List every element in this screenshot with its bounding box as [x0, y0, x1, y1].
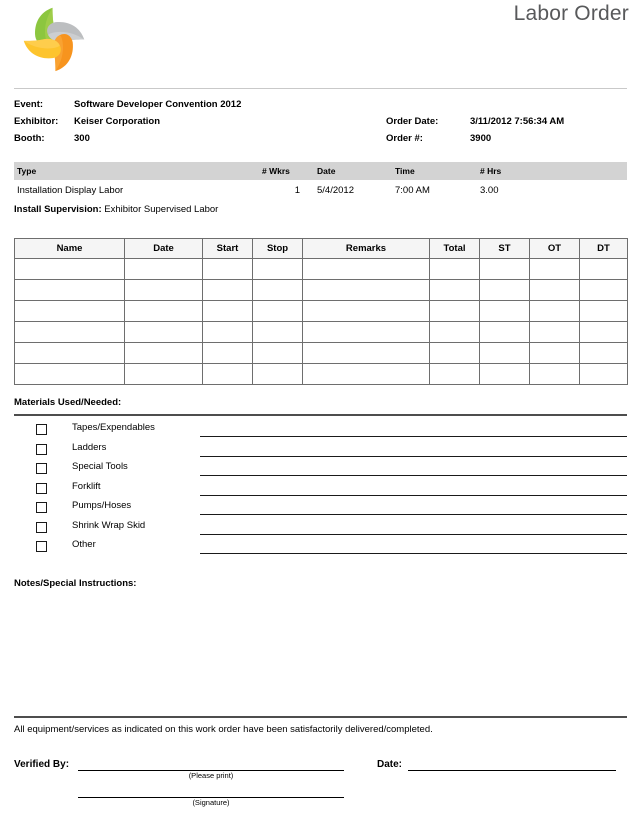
event-value: Software Developer Convention 2012 — [74, 99, 242, 110]
grid-cell-ot[interactable] — [530, 364, 580, 385]
grid-cell-remarks[interactable] — [303, 280, 430, 301]
document-header — [0, 0, 641, 88]
checkbox-tapes-expendables[interactable] — [36, 424, 47, 435]
order-date-label: Order Date: — [386, 116, 439, 127]
grid-header-ot: OT — [530, 239, 580, 259]
wkrs-column-header: # Wkrs — [259, 162, 314, 180]
grid-cell-st[interactable] — [480, 364, 530, 385]
install-supervision-value: Exhibitor Supervised Labor — [101, 204, 219, 215]
grid-cell-ot[interactable] — [530, 280, 580, 301]
grid-cell-name[interactable] — [15, 364, 125, 385]
grid-cell-dt[interactable] — [580, 343, 628, 364]
grid-header-date: Date — [125, 239, 203, 259]
material-writein-line[interactable] — [200, 534, 627, 535]
list-item — [14, 421, 627, 441]
grid-cell-start[interactable] — [203, 322, 253, 343]
material-writein-line[interactable] — [200, 495, 627, 496]
grid-cell-ot[interactable] — [530, 259, 580, 280]
grid-cell-remarks[interactable] — [303, 343, 430, 364]
grid-header-total: Total — [430, 239, 480, 259]
grid-cell-total[interactable] — [430, 364, 480, 385]
grid-header-remarks: Remarks — [303, 239, 430, 259]
grid-cell-stop[interactable] — [253, 301, 303, 322]
grid-cell-start[interactable] — [203, 343, 253, 364]
date-field[interactable] — [408, 770, 616, 771]
table-row — [15, 301, 628, 322]
grid-cell-name[interactable] — [15, 280, 125, 301]
materials-section-title: Materials Used/Needed: — [14, 397, 122, 408]
grid-cell-name[interactable] — [15, 322, 125, 343]
grid-header-st: ST — [480, 239, 530, 259]
grid-body — [15, 259, 628, 385]
booth-label: Booth: — [14, 133, 45, 144]
page-title: Labor Order — [513, 2, 629, 25]
grid-cell-remarks[interactable] — [303, 259, 430, 280]
table-row — [15, 364, 628, 385]
checkbox-special-tools[interactable] — [36, 463, 47, 474]
grid-cell-stop[interactable] — [253, 322, 303, 343]
booth-value: 300 — [74, 133, 90, 144]
grid-cell-stop[interactable] — [253, 280, 303, 301]
hrs-column-header: # Hrs — [477, 162, 627, 180]
hrs-cell: 3.00 — [480, 185, 499, 196]
notes-section-title: Notes/Special Instructions: — [14, 578, 137, 589]
please-print-caption: (Please print) — [188, 771, 234, 780]
grid-cell-total[interactable] — [430, 301, 480, 322]
notes-divider — [14, 716, 627, 718]
grid-cell-st[interactable] — [480, 280, 530, 301]
grid-cell-start[interactable] — [203, 259, 253, 280]
labor-type-table — [14, 162, 627, 199]
install-supervision — [14, 204, 218, 215]
materials-list — [14, 421, 627, 558]
material-label: Special Tools — [72, 461, 128, 472]
order-date-value: 3/11/2012 7:56:34 AM — [470, 116, 565, 127]
material-writein-line[interactable] — [200, 553, 627, 554]
install-supervision-label: Install Supervision: — [14, 204, 102, 215]
material-writein-line[interactable] — [200, 514, 627, 515]
list-item — [14, 519, 627, 539]
checkbox-ladders[interactable] — [36, 444, 47, 455]
pinwheel-logo — [18, 2, 90, 74]
grid-header-stop: Stop — [253, 239, 303, 259]
grid-cell-date[interactable] — [125, 259, 203, 280]
time-column-header: Time — [392, 162, 477, 180]
grid-cell-dt[interactable] — [580, 364, 628, 385]
grid-cell-start[interactable] — [203, 301, 253, 322]
signature-caption: (Signature) — [192, 798, 230, 807]
verified-by-label: Verified By: — [14, 759, 70, 770]
grid-cell-stop[interactable] — [253, 364, 303, 385]
exhibitor-value: Keiser Corporation — [74, 116, 161, 127]
grid-cell-date[interactable] — [125, 343, 203, 364]
checkbox-forklift[interactable] — [36, 483, 47, 494]
grid-cell-dt[interactable] — [580, 280, 628, 301]
grid-cell-remarks[interactable] — [303, 322, 430, 343]
order-info-block — [14, 99, 627, 150]
date-label: Date: — [377, 759, 403, 770]
grid-header-name: Name — [15, 239, 125, 259]
grid-cell-remarks[interactable] — [303, 364, 430, 385]
info-row-booth — [14, 133, 627, 150]
grid-cell-stop[interactable] — [253, 343, 303, 364]
time-cell: 7:00 AM — [395, 185, 430, 196]
date-column-header: Date — [314, 162, 392, 180]
materials-divider — [14, 414, 627, 416]
grid-cell-total[interactable] — [430, 343, 480, 364]
table-row — [15, 322, 628, 343]
grid-cell-st[interactable] — [480, 301, 530, 322]
material-label: Ladders — [72, 441, 107, 453]
material-label: Other — [72, 539, 96, 550]
grid-cell-date[interactable] — [125, 364, 203, 385]
header-divider — [14, 88, 627, 89]
info-row-exhibitor — [14, 116, 627, 133]
material-label: Forklift — [72, 480, 101, 492]
grid-cell-date[interactable] — [125, 322, 203, 343]
grid-cell-remarks[interactable] — [303, 301, 430, 322]
checkbox-pumps-hoses[interactable] — [36, 502, 47, 513]
list-item — [14, 499, 627, 519]
grid-cell-start[interactable] — [203, 364, 253, 385]
grid-header-dt: DT — [580, 239, 628, 259]
grid-cell-name[interactable] — [15, 301, 125, 322]
list-item — [14, 480, 627, 500]
material-label: Tapes/Expendables — [72, 422, 155, 433]
order-number-label: Order #: — [386, 133, 423, 144]
exhibitor-label: Exhibitor: — [14, 116, 59, 127]
event-label: Event: — [14, 99, 44, 110]
grid-cell-dt[interactable] — [580, 301, 628, 322]
table-row — [15, 280, 628, 301]
grid-cell-st[interactable] — [480, 343, 530, 364]
wkrs-cell: 1 — [294, 185, 300, 196]
grid-cell-ot[interactable] — [530, 301, 580, 322]
grid-cell-date[interactable] — [125, 301, 203, 322]
grid-header-start: Start — [203, 239, 253, 259]
material-label: Shrink Wrap Skid — [72, 519, 146, 531]
grid-cell-total[interactable] — [430, 322, 480, 343]
info-row-event — [14, 99, 627, 116]
grid-cell-total[interactable] — [430, 280, 480, 301]
grid-cell-dt[interactable] — [580, 259, 628, 280]
grid-cell-date[interactable] — [125, 280, 203, 301]
grid-cell-name[interactable] — [15, 259, 125, 280]
type-column-header: Type — [14, 162, 259, 180]
grid-cell-ot[interactable] — [530, 343, 580, 364]
type-cell: Installation Display Labor — [17, 185, 124, 196]
list-item — [14, 441, 627, 461]
table-row — [15, 259, 628, 280]
date-cell: 5/4/2012 — [317, 185, 354, 196]
material-writein-line[interactable] — [200, 436, 627, 437]
grid-cell-stop[interactable] — [253, 259, 303, 280]
type-table-header-row — [14, 162, 627, 180]
order-number-value: 3900 — [470, 133, 492, 144]
labor-entry-grid — [14, 238, 628, 385]
grid-cell-dt[interactable] — [580, 322, 628, 343]
list-item — [14, 460, 627, 480]
grid-cell-st[interactable] — [480, 322, 530, 343]
table-row — [15, 343, 628, 364]
checkbox-shrink-wrap-skid[interactable] — [36, 522, 47, 533]
checkbox-other[interactable] — [36, 541, 47, 552]
grid-cell-st[interactable] — [480, 259, 530, 280]
table-row — [14, 180, 627, 199]
material-label: Pumps/Hoses — [72, 500, 132, 511]
grid-header-row — [15, 239, 628, 259]
material-writein-line[interactable] — [200, 456, 627, 457]
material-writein-line[interactable] — [200, 475, 627, 476]
completion-statement: All equipment/services as indicated on this work order have been satisfactorily delivered/completed. — [14, 724, 433, 735]
grid-cell-name[interactable] — [15, 343, 125, 364]
list-item — [14, 538, 627, 558]
grid-cell-start[interactable] — [203, 280, 253, 301]
grid-cell-total[interactable] — [430, 259, 480, 280]
grid-cell-ot[interactable] — [530, 322, 580, 343]
